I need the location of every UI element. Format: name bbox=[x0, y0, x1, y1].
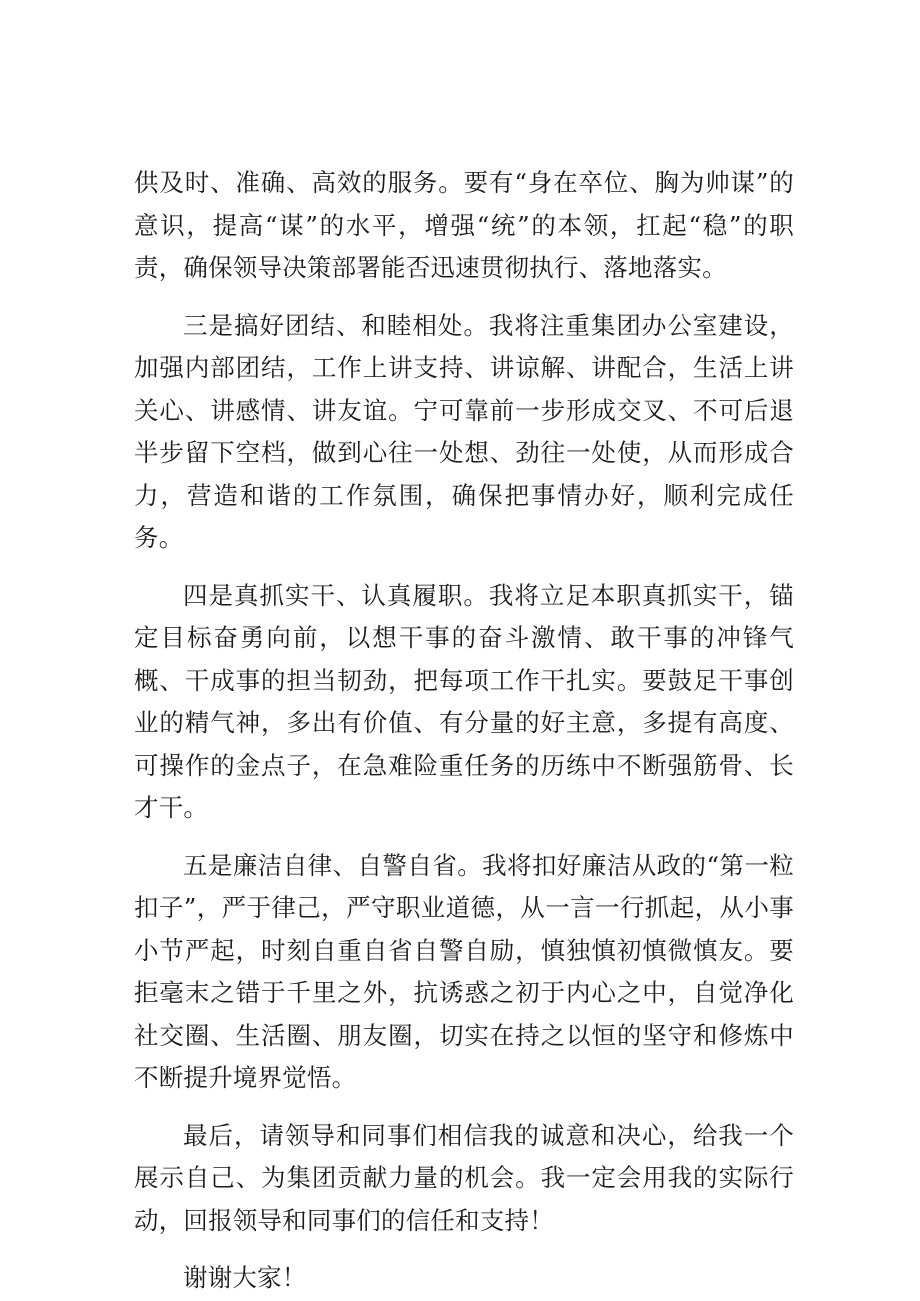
paragraph-diligence: 四是真抓实干、认真履职。我将立足本职真抓实干，锚定目标奋勇向前，以想干事的奋斗激情、敢干事的冲锋气概、干成事的担当韧劲，把每项工作干扎实。要鼓足干事创业的精气神，多出有价值、有分量的好主意，多提有高度、可操作的金点子，在急难险重任务的历练中不断强筋骨、长才干。 bbox=[134, 580, 794, 822]
paragraph-conclusion: 最后，请领导和同事们相信我的诚意和决心，给我一个展示自己、为集团贡献力量的机会。我一定会用我的实际行动，回报领导和同事们的信任和支持！ bbox=[134, 1120, 794, 1235]
document-body bbox=[134, 162, 794, 1300]
closing-thanks: 谢谢大家！ bbox=[183, 1263, 307, 1292]
paragraph-unity: 三是搞好团结、和睦相处。我将注重集团办公室建设，加强内部团结，工作上讲支持、讲谅解、讲配合，生活上讲关心、讲感情、讲友谊。宁可靠前一步形成交叉、不可后退半步留下空档，做到心往一处想、劲往一处使，从而形成合力，营造和谐的工作氛围，确保把事情办好，顺利完成任务。 bbox=[134, 310, 794, 552]
paragraph-continuation: 供及时、准确、高效的服务。要有“身在卒位、胸为帅谋”的意识，提高“谋”的水平，增强“统”的本领，扛起“稳”的职责，确保领导决策部署能否迅速贯彻执行、落地落实。 bbox=[134, 168, 794, 282]
paragraph-integrity: 五是廉洁自律、自警自省。我将扣好廉洁从政的“第一粒扣子”，严于律己，严守职业道德，从一言一行抓起，从小事小节严起，时刻自重自省自警自励，慎独慎初慎微慎友。要拒毫末之错于千里之外，抗诱惑之初于内心之中，自觉净化社交圈、生活圈、朋友圈，切实在持之以恒的坚守和修炼中不断提升境界觉悟。 bbox=[134, 850, 794, 1092]
